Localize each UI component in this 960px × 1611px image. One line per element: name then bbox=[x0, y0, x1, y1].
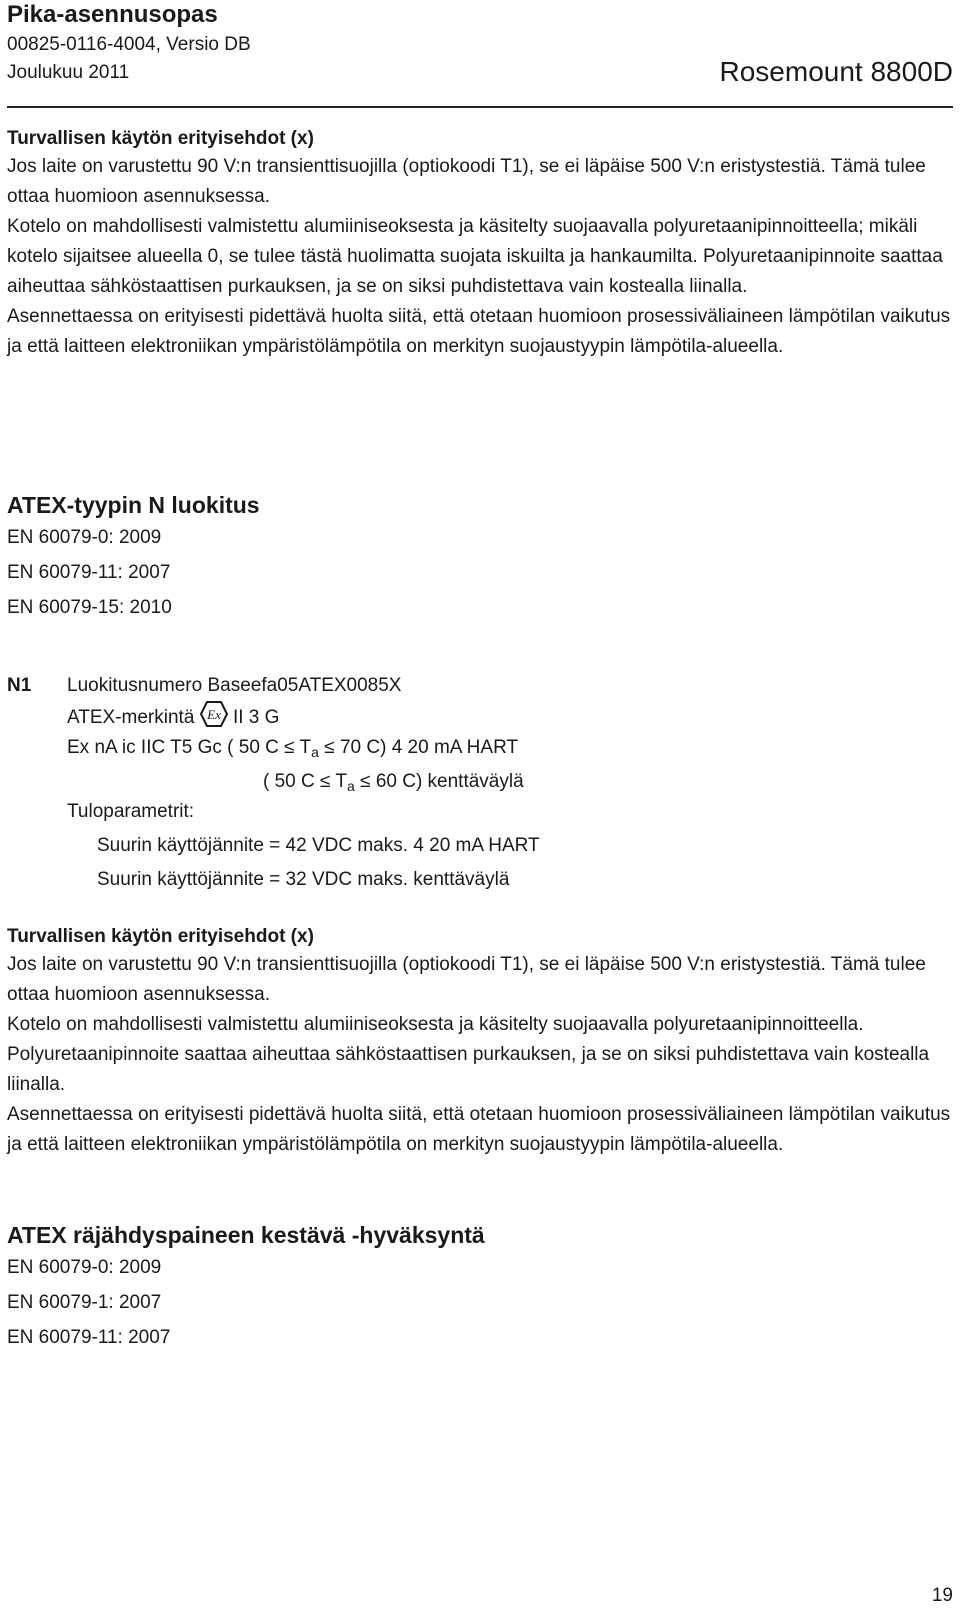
ex-rating-part: 70 C) 4 20 mA HART bbox=[339, 737, 519, 758]
paragraph: Asennettaessa on erityisesti pidettävä huolta siitä, että otetaan huomioon prosessiväliaineen lämpötilan vaikutus ja että laitteen elektroniikan ympäristölämpötila on merkityn suojaustyypin lämpötila-alueella. bbox=[7, 1104, 951, 1155]
document-number: 00825-0116-4004, Versio DB bbox=[7, 34, 251, 55]
standard-item: EN 60079-1: 2007 bbox=[7, 1292, 162, 1313]
temperature-symbol: T bbox=[299, 737, 312, 758]
max-voltage-fieldbus: Suurin käyttöjännite = 32 VDC maks. kenttäväylä bbox=[97, 869, 510, 890]
approval-details bbox=[67, 671, 947, 895]
page-header bbox=[7, 0, 953, 108]
atex-flameproof-section bbox=[7, 1220, 953, 1355]
temperature-subscript: a bbox=[347, 778, 355, 794]
product-name: Rosemount 8800D bbox=[719, 56, 953, 87]
paragraph: Kotelo on mahdollisesti valmistettu alumiiniseoksesta ja käsitelty suojaavalla polyuretaanipinnoitteella. Polyuretaanipinnoite saattaa aiheuttaa sähköstaattisen purkauksen, ja se on siksi puhdistettava vain kostealla liinalla. bbox=[7, 1014, 930, 1095]
page-number: 19 bbox=[931, 1585, 953, 1606]
ex-rating-hart bbox=[67, 733, 947, 763]
less-equal-symbol: ≤ bbox=[360, 771, 371, 792]
paragraph: Jos laite on varustettu 90 V:n transienttisuojilla (optiokoodi T1), se ei läpäise 500 V:n eristystestiä. Tämä tulee ottaa huomioon asennuksessa. bbox=[7, 954, 926, 1005]
paragraph: Jos laite on varustettu 90 V:n transienttisuojilla (optiokoodi T1), se ei läpäise 500 V:n eristystestiä. Tämä tulee ottaa huomioon asennuksessa. bbox=[7, 156, 926, 207]
atex-marking bbox=[67, 701, 947, 733]
section-heading: Turvallisen käytön erityisehdot (x) bbox=[7, 128, 314, 149]
document-title: Pika-asennusopas bbox=[7, 1, 218, 28]
less-equal-symbol: ≤ bbox=[324, 737, 335, 758]
paragraph: Asennettaessa on erityisesti pidettävä huolta siitä, että otetaan huomioon prosessiväliaineen lämpötilan vaikutus ja että laitteen elektroniikan ympäristölämpötila on merkityn suojaustyypin lämpötila-alueella. bbox=[7, 306, 951, 357]
paragraph: Kotelo on mahdollisesti valmistettu alumiiniseoksesta ja käsitelty suojaavalla polyuretaanipinnoitteella; mikäli kotelo sijaitsee alueella 0, se tulee tästä huolimatta suojata iskuilta ja hankaumilta. Polyuretaanipinnoite saattaa aiheuttaa sähköstaattisen purkauksen, ja se on siksi puhdistettava vain kostealla liinalla. bbox=[7, 216, 943, 297]
ex-rating-fieldbus bbox=[67, 767, 947, 797]
ex-rating-part: 60 C) kenttäväylä bbox=[375, 771, 524, 792]
atex-type-n-section bbox=[7, 490, 953, 625]
less-equal-symbol: ≤ bbox=[284, 737, 295, 758]
safety-conditions-section-1 bbox=[7, 126, 953, 362]
document-date: Joulukuu 2011 bbox=[7, 62, 130, 83]
svg-text:Ex: Ex bbox=[206, 707, 221, 722]
section-title: ATEX räjähdyspaineen kestävä -hyväksyntä bbox=[7, 1222, 485, 1248]
standard-item: EN 60079-11: 2007 bbox=[7, 562, 171, 583]
temperature-symbol: T bbox=[335, 771, 348, 792]
section-heading: Turvallisen käytön erityisehdot (x) bbox=[7, 926, 314, 947]
ex-hexagon-icon bbox=[200, 701, 228, 727]
marking-value: II 3 G bbox=[232, 707, 280, 728]
temperature-subscript: a bbox=[311, 744, 319, 760]
standard-item: EN 60079-11: 2007 bbox=[7, 1327, 171, 1348]
section-title: ATEX-tyypin N luokitus bbox=[7, 492, 260, 518]
less-equal-symbol: ≤ bbox=[320, 771, 331, 792]
standard-item: EN 60079-15: 2010 bbox=[7, 597, 172, 618]
standard-item: EN 60079-0: 2009 bbox=[7, 527, 162, 548]
approval-code: N1 bbox=[7, 675, 32, 696]
standard-item: EN 60079-0: 2009 bbox=[7, 1257, 162, 1278]
max-voltage-hart: Suurin käyttöjännite = 42 VDC maks. 4 20 mA HART bbox=[97, 835, 540, 856]
ex-rating-part: Ex nA ic IIC T5 Gc ( 50 C bbox=[67, 737, 279, 758]
marking-label: ATEX-merkintä bbox=[67, 707, 195, 728]
input-parameters-label: Tuloparametrit: bbox=[67, 801, 195, 822]
certificate-number: Luokitusnumero Baseefa05ATEX0085X bbox=[67, 675, 402, 696]
safety-conditions-section-2 bbox=[7, 924, 953, 1160]
ex-rating-part: ( 50 C bbox=[263, 771, 315, 792]
